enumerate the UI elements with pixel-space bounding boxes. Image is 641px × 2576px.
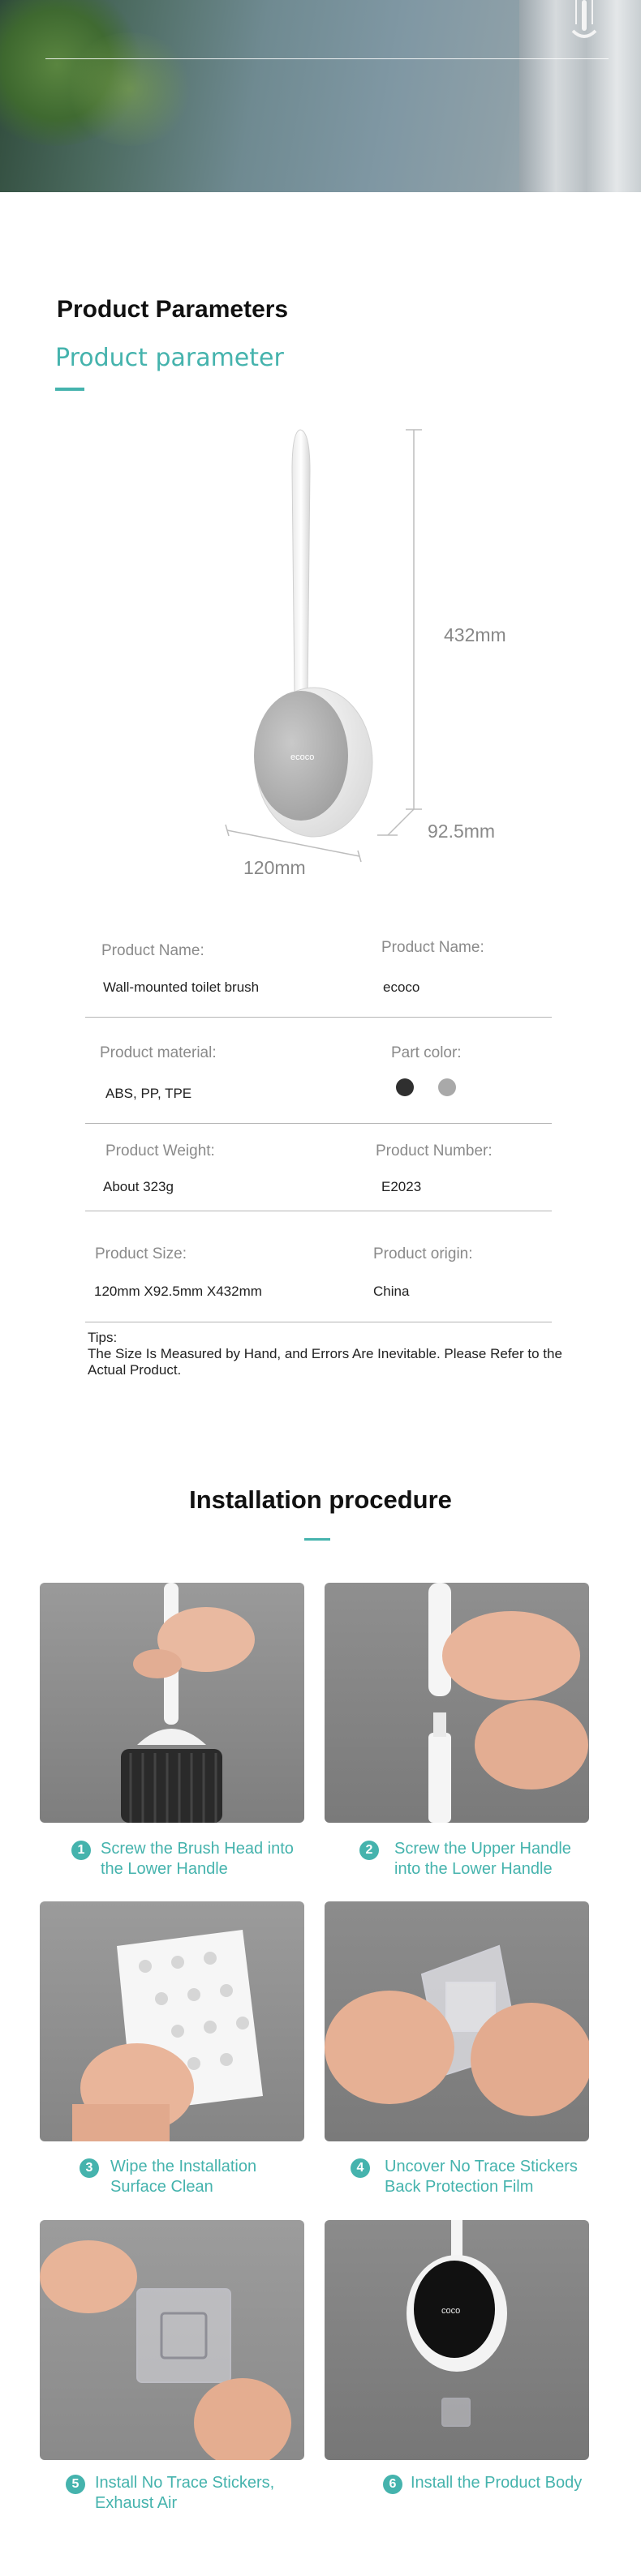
spec-value-product-name: Wall-mounted toilet brush: [103, 979, 260, 995]
wiping-cloth-illustration: [40, 1901, 304, 2141]
step-1-caption-line2: the Lower Handle: [101, 1860, 228, 1878]
brush-head-icon: [568, 0, 600, 41]
step-2-number: 2: [359, 1841, 379, 1860]
spec-label-origin: Product origin:: [373, 1245, 473, 1262]
brush-head-assembly-illustration: [40, 1583, 304, 1823]
step-1-number: 1: [71, 1841, 91, 1860]
tips-text: The Size Is Measured by Hand, and Errors Are Inevitable. Please Refer to the Actual Product.: [88, 1346, 562, 1378]
step-5-number: 5: [66, 2475, 85, 2494]
dimension-height: 432mm: [444, 624, 506, 645]
step-1-caption: [101, 1839, 294, 1879]
tips-note: [88, 1330, 574, 1378]
hero-divider: [45, 58, 609, 59]
spec-label-product-name: Product Name:: [101, 942, 204, 959]
step-3-photo: [40, 1901, 304, 2141]
product-dimension-figure: [211, 422, 552, 884]
step-5-caption: [95, 2473, 274, 2514]
hero-banner: [0, 0, 641, 192]
dimension-width: 120mm: [243, 857, 306, 878]
step-3-caption-line1: Wipe the Installation: [110, 2158, 257, 2175]
step-4-number: 4: [351, 2158, 370, 2178]
step-4-caption-line1: Uncover No Trace Stickers: [385, 2158, 578, 2175]
step-4-caption-line2: Back Protection Film: [385, 2178, 534, 2196]
step-2-caption: [394, 1839, 571, 1879]
step-6-number: 6: [383, 2475, 402, 2494]
svg-text:ecoco: ecoco: [290, 752, 315, 762]
step-6-caption: [411, 2473, 582, 2493]
plant-foliage-highlight: [65, 32, 195, 146]
step-5-photo: [40, 2220, 304, 2460]
step-2-photo: [325, 1583, 589, 1823]
step-3-caption: [110, 2157, 256, 2197]
sticker-install-illustration: [40, 2220, 304, 2460]
parameters-subtitle: Product parameter: [55, 344, 284, 372]
color-swatch-dark: [396, 1078, 414, 1096]
step-4-photo: [325, 1901, 589, 2141]
spec-divider: [85, 1123, 552, 1124]
product-brand-mark: coco: [441, 2306, 461, 2316]
step-4-caption: [385, 2157, 578, 2197]
step-1-caption-line1: Screw the Brush Head into: [101, 1840, 294, 1858]
step-3-number: 3: [80, 2158, 99, 2178]
spec-value-product-number: E2023: [381, 1179, 422, 1194]
color-swatch-gray: [438, 1078, 456, 1096]
spec-label-weight: Product Weight:: [105, 1142, 215, 1159]
parameters-title: Product Parameters: [57, 296, 289, 323]
step-6-caption-line1: Install the Product Body: [411, 2474, 583, 2492]
installation-title: Installation procedure: [189, 1485, 452, 1514]
spec-value-origin: China: [373, 1284, 410, 1299]
subtitle-accent-bar: [55, 388, 84, 391]
spec-label-brand-name: Product Name:: [381, 939, 484, 956]
spec-label-material: Product material:: [100, 1044, 217, 1061]
installation-accent-bar: [304, 1538, 330, 1541]
installed-product-illustration: [325, 2220, 589, 2460]
spec-value-weight: About 323g: [103, 1179, 174, 1194]
spec-divider: [85, 1017, 552, 1018]
step-2-caption-line2: into the Lower Handle: [394, 1860, 553, 1878]
step-6-photo: [325, 2220, 589, 2460]
step-3-caption-line2: Surface Clean: [110, 2178, 213, 2196]
spec-label-product-number: Product Number:: [376, 1142, 493, 1159]
sticker-film-illustration: [325, 1901, 589, 2141]
spec-label-size: Product Size:: [95, 1245, 187, 1262]
handle-assembly-illustration: [325, 1583, 589, 1823]
spec-value-brand-name: ecoco: [383, 979, 420, 995]
spec-value-material: ABS, PP, TPE: [105, 1086, 192, 1101]
tips-label: Tips:: [88, 1330, 118, 1345]
step-5-caption-line1: Install No Trace Stickers,: [95, 2474, 275, 2492]
dimension-depth: 92.5mm: [428, 821, 496, 842]
step-5-caption-line2: Exhaust Air: [95, 2494, 178, 2512]
step-2-caption-line1: Screw the Upper Handle: [394, 1840, 571, 1858]
spec-label-part-color: Part color:: [391, 1044, 462, 1061]
step-1-photo: [40, 1583, 304, 1823]
spec-value-size: 120mm X92.5mm X432mm: [94, 1284, 262, 1299]
